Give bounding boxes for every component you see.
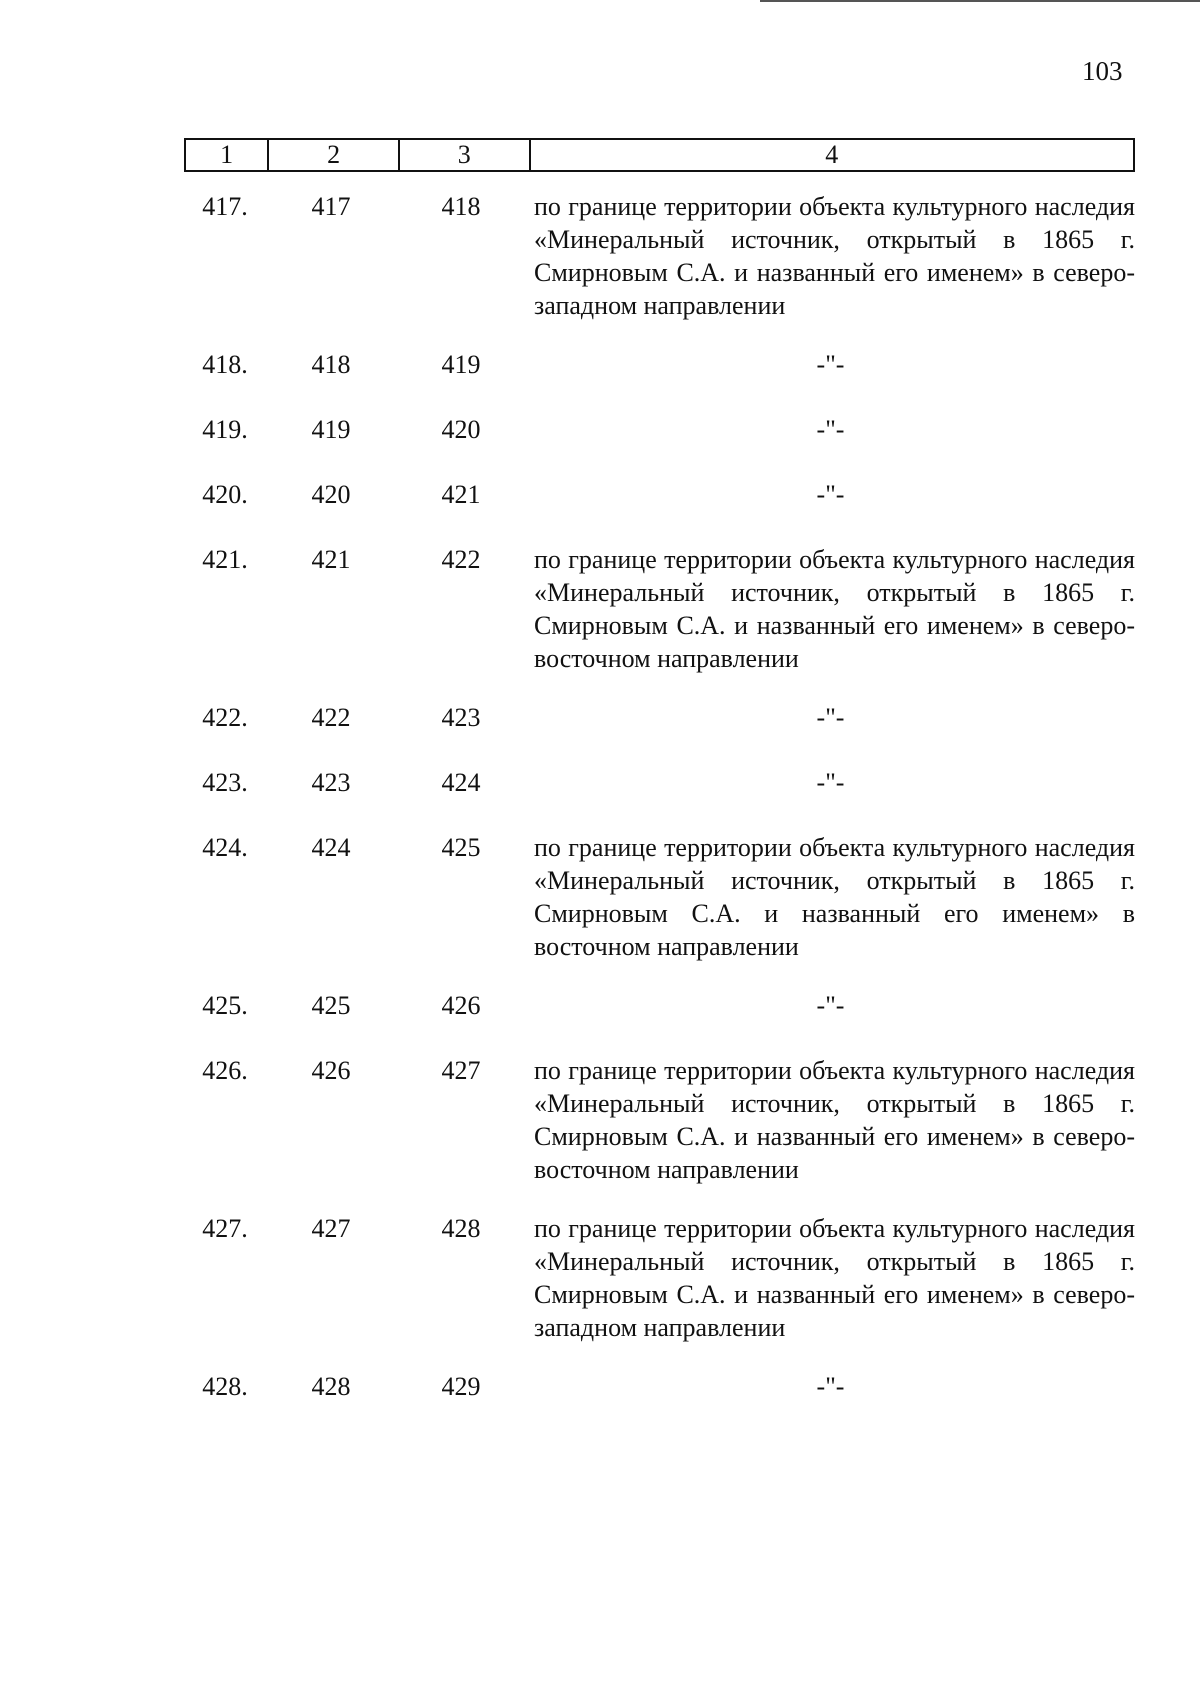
to-point: 428 [441,1214,481,1243]
ditto-mark: -"- [816,1372,845,1401]
from-point: 419 [311,415,351,444]
table-row [184,543,1135,701]
row-number: 422. [202,703,248,732]
ditto-mark: -"- [816,703,845,732]
to-point: 425 [441,833,481,862]
boundary-description-cell [526,413,1135,478]
table-row [184,348,1135,413]
to-point: 418 [441,192,481,221]
to-point: 422 [441,545,481,574]
table-body [184,190,1135,1435]
table-row [184,190,1135,348]
table-row [184,413,1135,478]
from-point: 425 [311,991,351,1020]
to-point: 423 [441,703,481,732]
row-number: 420. [202,480,248,509]
boundary-description: по границе территории объекта культурного наследия «Минеральный источник, открытый в 1865 г. Смирновым С.А. и названный его именем» в северо-восточном направлении [534,1056,1135,1184]
to-point: 429 [441,1372,481,1401]
boundary-description-cell [526,989,1135,1054]
to-point: 426 [441,991,481,1020]
header-col-1: 1 [185,139,268,171]
boundary-description-cell [526,478,1135,543]
boundary-description-cell [526,1054,1135,1212]
table-row [184,478,1135,543]
boundary-table [184,190,1135,1435]
to-point: 424 [441,768,481,797]
row-number: 426. [202,1056,248,1085]
to-point: 420 [441,415,481,444]
ditto-mark: -"- [816,415,845,444]
from-point: 426 [311,1056,351,1085]
row-number: 421. [202,545,248,574]
from-point: 420 [311,480,351,509]
boundary-description-cell [526,1212,1135,1370]
to-point: 421 [441,480,481,509]
row-number: 417. [202,192,248,221]
row-number: 427. [202,1214,248,1243]
row-number: 418. [202,350,248,379]
top-rule [760,0,1200,2]
ditto-mark: -"- [816,350,845,379]
boundary-description: по границе территории объекта культурного наследия «Минеральный источник, открытый в 1865 г. Смирновым С.А. и названный его именем» в северо-западном направлении [534,192,1135,320]
header-col-4: 4 [530,139,1134,171]
row-number: 424. [202,833,248,862]
from-point: 422 [311,703,351,732]
from-point: 428 [311,1372,351,1401]
from-point: 418 [311,350,351,379]
boundary-description-cell [526,543,1135,701]
from-point: 421 [311,545,351,574]
header-col-2: 2 [268,139,399,171]
from-point: 427 [311,1214,351,1243]
column-number-header [184,138,1135,172]
table-row [184,701,1135,766]
boundary-description-cell [526,1370,1135,1435]
header-row [185,139,1134,171]
row-number: 419. [202,415,248,444]
table-row [184,989,1135,1054]
boundary-description: по границе территории объекта культурного наследия «Минеральный источник, открытый в 1865 г. Смирновым С.А. и названный его именем» в восточном направлении [534,833,1135,961]
boundary-description-cell [526,831,1135,989]
from-point: 424 [311,833,351,862]
table-row [184,766,1135,831]
ditto-mark: -"- [816,768,845,797]
to-point: 419 [441,350,481,379]
row-number: 425. [202,991,248,1020]
from-point: 417 [311,192,351,221]
from-point: 423 [311,768,351,797]
page-number: 103 [1082,56,1123,86]
boundary-description: по границе территории объекта культурного наследия «Минеральный источник, открытый в 1865 г. Смирновым С.А. и названный его именем» в северо-западном направлении [534,1214,1135,1342]
row-number: 428. [202,1372,248,1401]
table-row [184,831,1135,989]
boundary-description-cell [526,701,1135,766]
boundary-description-cell [526,190,1135,348]
ditto-mark: -"- [816,991,845,1020]
boundary-description-cell [526,766,1135,831]
table-row [184,1212,1135,1370]
table-row [184,1054,1135,1212]
boundary-description-cell [526,348,1135,413]
ditto-mark: -"- [816,480,845,509]
boundary-description: по границе территории объекта культурного наследия «Минеральный источник, открытый в 1865 г. Смирновым С.А. и названный его именем» в северо-восточном направлении [534,545,1135,673]
row-number: 423. [202,768,248,797]
table-row [184,1370,1135,1435]
to-point: 427 [441,1056,481,1085]
header-col-3: 3 [399,139,530,171]
